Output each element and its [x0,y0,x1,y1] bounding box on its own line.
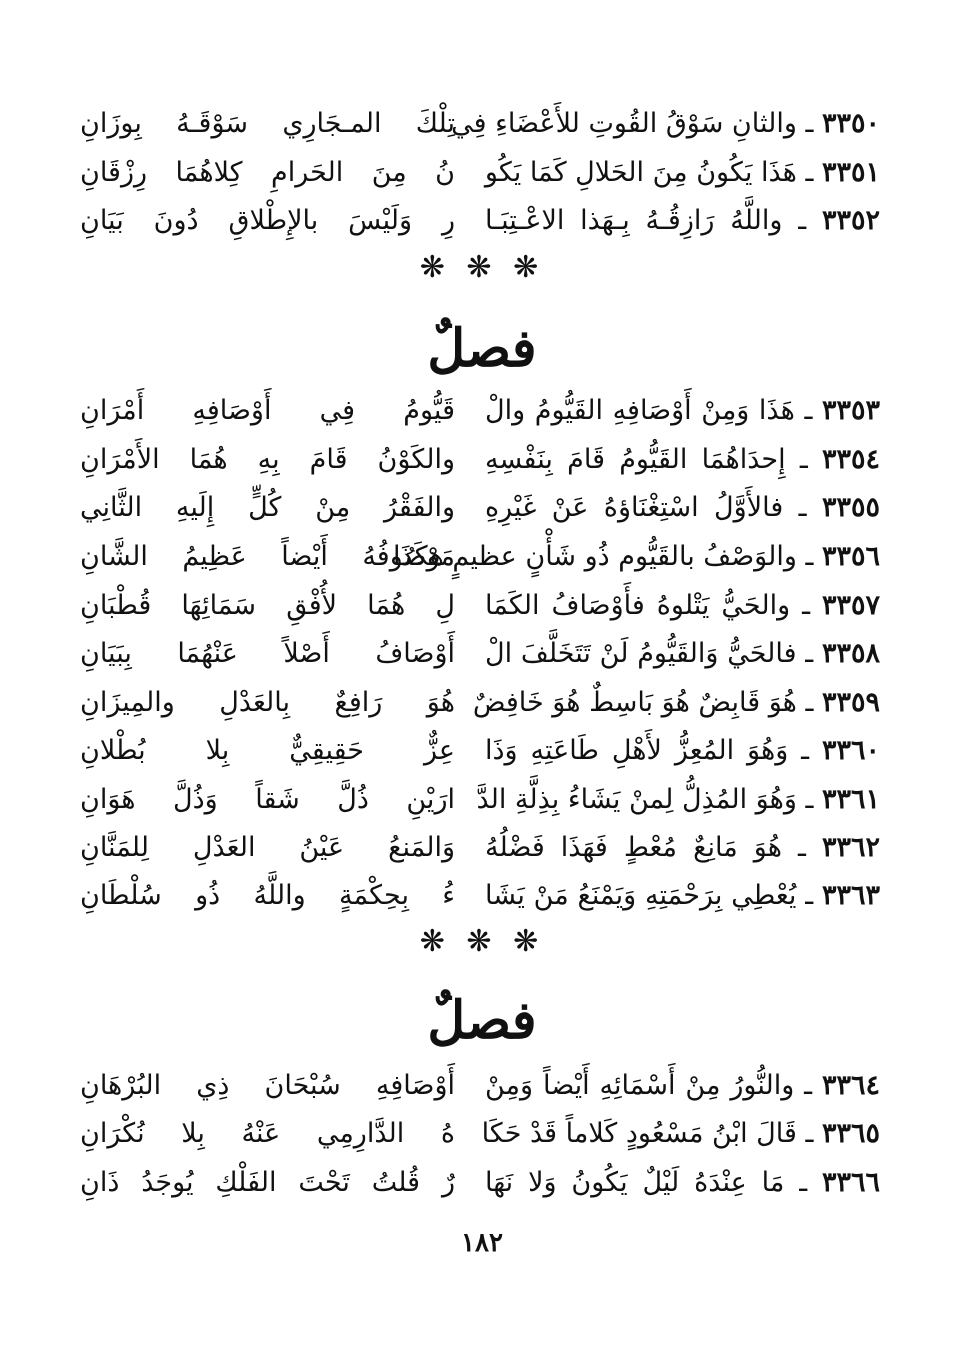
verse-second-hemistich: عِزٌّ حَقِيقِيٌّ بِلا بُطْلانِ [80,734,455,766]
verse-first-hemistich: ٣٣٦٦ ـ مَا عِنْدَهُ لَيْلٌ يَكُونُ وَلا نَهَا [485,1166,880,1198]
verse-line [80,195,880,245]
verse-first-hemistich: ٣٣٦٥ ـ قَالَ ابْنُ مَسْعُودٍ كَلاماً قَدْ حَكَا [481,1117,880,1149]
verse-first-hemistich: ٣٣٦١ ـ وَهُوَ المُذِلُّ لِمنْ يَشَاءُ بِذِلَّةِ الدَّ [476,783,880,815]
verse-line [80,98,880,148]
verse-second-hemistich: والفَقْرُ مِنْ كُلٍّ إِلَيهِ الثَّانِي [80,491,455,523]
section-separator: ❋ ❋ ❋ [419,924,545,959]
verse-first-hemistich: ٣٣٥٨ ـ فالحَيُّ وَالقَيُّومُ لَنْ تَتَخَلَّفَ الْ [485,637,880,669]
hemistich-text: يُعْطِي بِرَحْمَتِهِ وَيَمْنَعُ مَنْ يَشَا [485,879,797,911]
hemistich-text: والوَصْفُ بالقَيُّوم ذُو شَأْنٍ عظيمٍ هكَذَا [393,540,797,572]
verse-line [80,147,880,197]
verse-line [80,677,880,727]
verse-line [80,1108,880,1158]
verse-number: ٣٣٥١ [821,156,880,188]
verse-first-hemistich: ٣٣٥٥ ـ فالأَوَّلُ اسْتِغْنَاؤهُ عَنْ غَيْرِهِ [485,491,880,523]
hemistich-text: هَذَا يَكُونُ مِنَ الحَلالِ كَمَا يَكُو [484,156,797,188]
verse-number: ٣٣٥٣ [821,394,880,426]
hemistich-text: هُوَ قَابِضٌ هُوَ بَاسِطٌ هُوَ خَافِضٌ [472,686,797,718]
verse-second-hemistich: وَالمَنعُ عَيْنُ العَدْلِ لِلمَنَّانِ [80,831,455,863]
verse-second-hemistich: أَوْصَافُ أَصْلاً عَنْهُمَا بِبَيَانِ [80,637,455,669]
verse-number: ٣٣٥٨ [821,637,880,669]
verse-second-hemistich: هُ الدَّارِمِي عَنْهُ بِلا نُكْرَانِ [80,1117,455,1149]
verse-line [80,774,880,824]
verse-number: ٣٣٥٦ [821,540,880,572]
verse-first-hemistich: ٣٣٥٦ ـ والوَصْفُ بالقَيُّوم ذُو شَأْنٍ عظيمٍ هكَذَا [393,540,880,572]
verse-first-hemistich: ٣٣٦٤ ـ والنُّورُ مِنْ أَسْمَائِهِ أَيْضاً وَمِنْ [485,1069,880,1101]
verse-second-hemistich: لِ هُمَا لأُفْقِ سَمَائِهَا قُطْبَانِ [80,589,455,621]
hemistich-text: فالأَوَّلُ اسْتِغْنَاؤهُ عَنْ غَيْرِهِ [485,491,784,523]
verse-first-hemistich: ٣٣٦٢ ـ هُوَ مَانِعٌ مُعْطٍ فَهَذَا فَضْلُهُ [485,831,881,863]
hemistich-text: مَا عِنْدَهُ لَيْلٌ يَكُونُ وَلا نَهَا [485,1166,785,1198]
verse-second-hemistich: ءُ بِحِكْمَةٍ واللَّهُ ذُو سُلْطَانِ [80,879,455,911]
verse-number: ٣٣٦٦ [821,1166,880,1198]
hemistich-text: إِحدَاهُمَا القَيُّومُ قَامَ بِنَفْسِهِ [485,443,786,475]
hemistich-text: والحَيُّ يَتْلوهُ فأَوْصَافُ الكَمَا [485,589,791,621]
verse-second-hemistich: نُ مِنَ الحَرامِ كِلاهُمَا رِزْقَانِ [80,156,455,188]
verse-line [80,628,880,678]
hemistich-text: فالحَيُّ وَالقَيُّومُ لَنْ تَتَخَلَّفَ الْ [485,637,797,669]
verse-first-hemistich: ٣٣٥١ ـ هَذَا يَكُونُ مِنَ الحَلالِ كَمَا يَكُو [484,156,880,188]
verse-first-hemistich: ٣٣٥٣ ـ هَذَا وَمِنْ أَوْصَافِهِ القَيُّومُ والْ [485,394,880,426]
verse-number: ٣٣٦٢ [822,831,881,863]
verse-first-hemistich: ٣٣٥٢ ـ واللَّهُ رَازِقُـهُ بِـهَذا الاعْـتِبَـا [485,204,880,236]
verse-number: ٣٣٥٧ [822,589,881,621]
verse-second-hemistich: تِلْكَ المـجَارِي سَوْقَـهُ بِوزَانِ [80,107,455,139]
verse-first-hemistich: ٣٣٥٤ ـ إِحدَاهُمَا القَيُّومُ قَامَ بِنَفْسِهِ [485,443,880,475]
verse-second-hemistich: ارَيْنِ ذُلَّ شَقاً وَذُلَّ هَوَانِ [80,783,455,815]
verse-number: ٣٣٦٠ [822,734,881,766]
verse-number: ٣٣٥٢ [821,204,880,236]
section-heading: فصلٌ [427,990,537,1051]
section-heading: فصلٌ [427,318,537,379]
verse-line [80,870,880,920]
hemistich-text: والنُّورُ مِنْ أَسْمَائِهِ أَيْضاً وَمِنْ [485,1069,795,1101]
verse-second-hemistich: أَوْصَافِهِ سُبْحَانَ ذِي البُرْهَانِ [80,1069,455,1101]
verse-second-hemistich: قَيُّومُ فِي أَوْصَافِهِ أَمْرَانِ [80,394,455,426]
verse-second-hemistich: رٌ قُلتُ تَحْتَ الفَلْكِ يُوجَدُ ذَانِ [80,1166,455,1198]
verse-second-hemistich: مَوْصُوفُهُ أَيْضاً عَظِيمُ الشَّانِ [80,540,455,572]
verse-first-hemistich: ٣٣٦٠ ـ وَهُوَ المُعِزُّ لأَهْلِ طَاعَتِهِ وَذَا [485,734,881,766]
hemistich-text: وَهُوَ المُذِلُّ لِمنْ يَشَاءُ بِذِلَّةِ الدَّ [476,783,797,815]
hemistich-text: واللَّهُ رَازِقُـهُ بِـهَذا الاعْـتِبَـا [485,204,783,236]
verse-number: ٣٣٦٥ [821,1117,880,1149]
verse-line [80,434,880,484]
verse-number: ٣٣٥٤ [821,443,880,475]
verse-number: ٣٣٦٤ [821,1069,880,1101]
verse-line [80,725,880,775]
verse-number: ٣٣٥٠ [821,107,880,139]
verse-line [80,531,880,581]
verse-second-hemistich: رِ وَلَيْسَ بالإِطْلاقِ دُونَ بَيَانِ [80,204,455,236]
verse-second-hemistich: هُوَ رَافِعٌ بِالعَدْلِ والمِيزَانِ [80,686,455,718]
page-number: ١٨٢ [461,1228,503,1258]
verse-number: ٣٣٦١ [821,783,880,815]
verse-number: ٣٣٦٣ [822,879,881,911]
verse-first-hemistich: ٣٣٥٠ ـ والثانِ سَوْقُ القُوتِ للأَعْضَاءِ فِي [451,107,880,139]
verse-number: ٣٣٥٥ [821,491,880,523]
hemistich-text: قَالَ ابْنُ مَسْعُودٍ كَلاماً قَدْ حَكَا [481,1117,797,1149]
verse-line [80,822,880,872]
verse-line [80,482,880,532]
hemistich-text: وَهُوَ المُعِزُّ لأَهْلِ طَاعَتِهِ وَذَا [485,734,789,766]
verse-second-hemistich: والكَوْنُ قَامَ بِهِ هُمَا الأَمْرَانِ [80,443,455,475]
verse-number: ٣٣٥٩ [821,686,880,718]
hemistich-text: هَذَا وَمِنْ أَوْصَافِهِ القَيُّومُ والْ [485,394,795,426]
verse-line [80,1060,880,1110]
verse-first-hemistich: ٣٣٥٩ ـ هُوَ قَابِضٌ هُوَ بَاسِطٌ هُوَ خَافِضٌ [472,686,880,718]
verse-line [80,1157,880,1207]
verse-line [80,580,880,630]
hemistich-text: هُوَ مَانِعٌ مُعْطٍ فَهَذَا فَضْلُهُ [485,831,782,863]
verse-line [80,385,880,435]
verse-first-hemistich: ٣٣٥٧ ـ والحَيُّ يَتْلوهُ فأَوْصَافُ الكَمَا [485,589,881,621]
verse-first-hemistich: ٣٣٦٣ ـ يُعْطِي بِرَحْمَتِهِ وَيَمْنَعُ مَنْ يَشَا [485,879,881,911]
hemistich-text: والثانِ سَوْقُ القُوتِ للأَعْضَاءِ فِي [451,107,797,139]
section-separator: ❋ ❋ ❋ [419,250,545,285]
